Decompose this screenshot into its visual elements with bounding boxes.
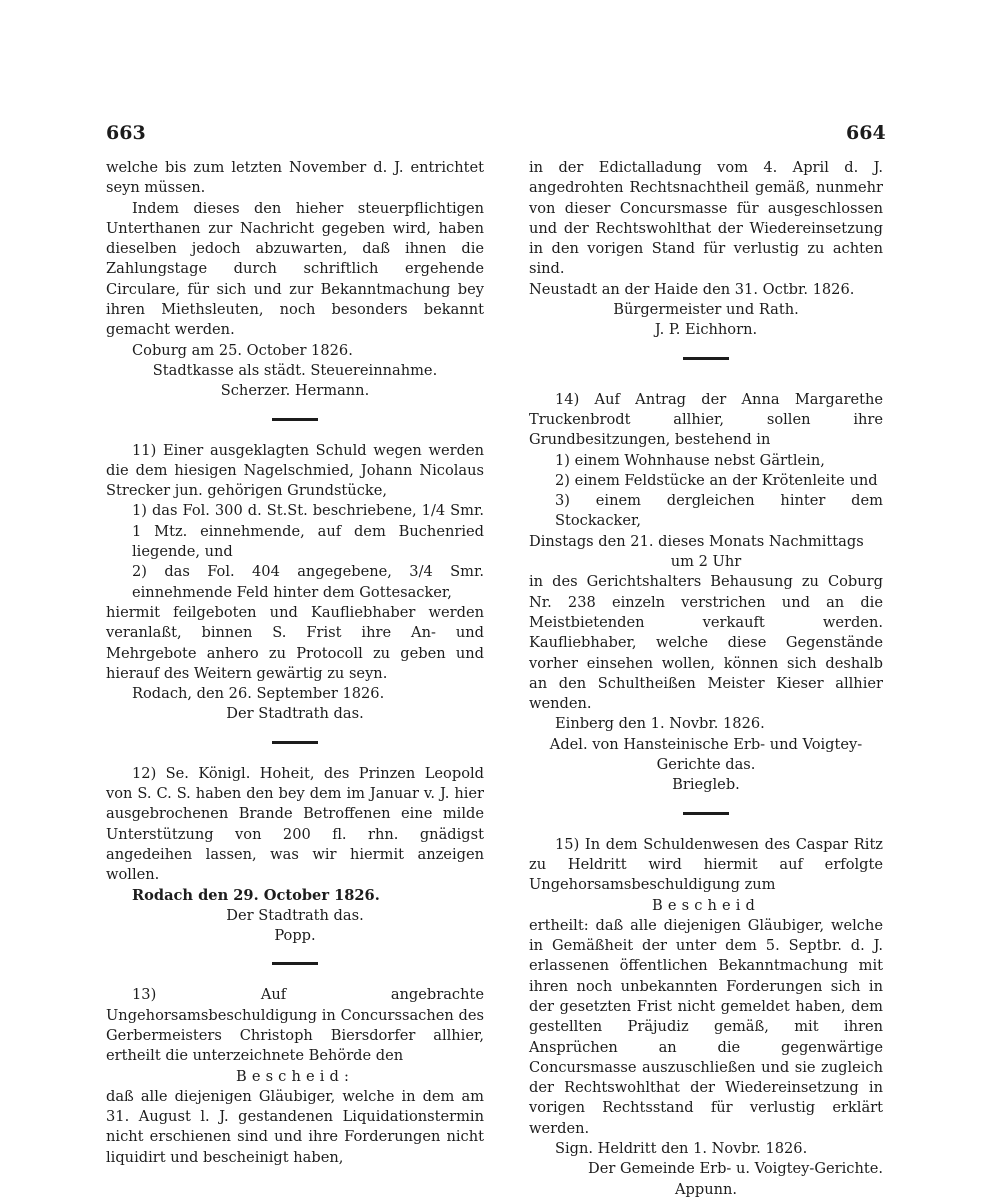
section-divider xyxy=(272,962,318,965)
notice-14-signature-name: Briegleb. xyxy=(672,776,740,794)
notice-12-signature-name: Popp. xyxy=(274,927,316,945)
notice-11-continuation: hiermit feilgeboten und Kaufliebhaber werden veranlaßt, binnen S. Frist ihre An- und Mehrgebote anhero zu Protocoll zu geben und hierauf des Weitern gewärtig zu seyn. xyxy=(106,603,484,682)
section-divider xyxy=(272,741,318,744)
notice-14-signature: Adel. von Hansteinische Erb- und Voigtey- xyxy=(549,735,863,753)
notice-15-continuation: ertheilt: daß alle diejenigen Gläubiger, welche in Gemäßheit der unter dem 5. Septbr. d. J. erlassenen öffentlichen Bekanntmachung mit ihren noch unbekannten Forderungen sich in der gesetzten Frist nicht gemeldet haben, dem gestellten Präjudiz gemäß, mit ihren Ansprüchen an die gegenwärtige Concursmasse auszuschließen und sie zugleich der Rechtswohlthat der Wiedereinsetzung in vorigen Rechtsstand für verlustig erklärt werden. xyxy=(529,916,883,1137)
notice-12-date: Rodach den 29. October 1826. xyxy=(132,886,380,904)
notice-11-text: 11) Einer ausgeklagten Schuld wegen werden die dem hiesigen Nagelschmied, Johann Nicolaus Strecker jun. gehörigen Grundstücke, xyxy=(106,441,484,500)
intro-continuation: welche bis zum letzten November d. J. entrichtet seyn müssen. xyxy=(106,159,484,197)
notice-12-text: 12) Se. Königl. Hoheit, des Prinzen Leopold von S. C. S. haben den bey dem im Januar v. J. hier ausgebrochenen Brande Betroffenen eine milde Unterstützung von 200 fl. rhn. gnädigst angedeihen lassen, was wir hiermit anzeigen wollen. xyxy=(106,764,484,884)
left-column xyxy=(106,158,484,1168)
notice-11-item-2: 2) das Fol. 404 angegebene, 3/4 Smr. einnehmende Feld hinter dem Gottesacker, xyxy=(132,563,484,601)
notice-11-date: Rodach, den 26. September 1826. xyxy=(132,685,385,703)
notice-13-text: 13) Auf angebrachte Ungehorsamsbeschuldigung in Concurssachen des Gerbermeisters Christoph Biersdorfer allhier, ertheilt die unterzeichnete Behörde den xyxy=(106,986,484,1065)
notice-15-signature: Der Gemeinde Erb- u. Voigtey-Gerichte. xyxy=(588,1160,883,1178)
page-number-right: 664 xyxy=(846,122,886,144)
intro-signature-office: Stadtkasse als städt. Steuereinnahme. xyxy=(152,361,438,379)
notice-15-date: Sign. Heldritt den 1. Novbr. 1826. xyxy=(555,1140,808,1158)
notice-13-bescheid: Bescheid: xyxy=(236,1067,354,1085)
notice-14-time: um 2 Uhr xyxy=(670,553,742,571)
notice-11-signature: Der Stadtrath das. xyxy=(226,705,364,723)
notice-14-item-2: 2) einem Feldstücke an der Krötenleite und xyxy=(555,471,878,489)
section-divider xyxy=(272,418,318,421)
notice-14-text: 14) Auf Antrag der Anna Margarethe Truckenbrodt allhier, sollen ihre Grundbesitzungen, bestehend in xyxy=(529,390,883,449)
notice-10-signature: Bürgermeister und Rath. xyxy=(613,301,799,319)
right-column xyxy=(529,158,883,1200)
notice-14-signature-court: Gerichte das. xyxy=(656,756,756,774)
section-divider xyxy=(683,812,729,815)
notice-14-date: Einberg den 1. Novbr. 1826. xyxy=(555,715,765,733)
section-divider xyxy=(683,357,729,360)
notice-10-date: Neustadt an der Haide den 31. Octbr. 1826. xyxy=(529,280,855,298)
intro-date: Coburg am 25. October 1826. xyxy=(132,341,353,359)
notice-14-continuation: in des Gerichtshalters Behausung zu Coburg Nr. 238 einzeln verstrichen und an die Meistbietenden verkauft werden. Kaufliebhaber, welche diese Gegenstände vorher einsehen wollen, können sich deshalb an den Schultheißen Meister Kieser allhier wenden. xyxy=(529,573,883,713)
notice-10-signature-name: J. P. Eichhorn. xyxy=(654,321,758,339)
notice-14-item-3: 3) einem dergleichen hinter dem Stockacker, xyxy=(555,492,883,530)
notice-11-item-1: 1) das Fol. 300 d. St.St. beschriebene, 1/4 Smr. 1 Mtz. einnehmende, auf dem Buchenried liegende, und xyxy=(132,502,484,561)
intro-signature-names: Scherzer. Hermann. xyxy=(220,382,370,400)
notice-13-continuation: daß alle diejenigen Gläubiger, welche in dem am 31. August l. J. gestandenen Liquidationstermin nicht erschienen sind und ihre Forderungen nicht liquidirt und bescheinigt haben, xyxy=(106,1087,484,1166)
notice-14-when: Dinstags den 21. dieses Monats Nachmittags xyxy=(529,532,864,550)
page-number-left: 663 xyxy=(106,122,146,144)
notice-15-signature-name: Appunn. xyxy=(674,1180,738,1198)
intro-paragraph: Indem dieses den hieher steuerpflichtigen Unterthanen zur Nachricht gegeben wird, haben dieselben jedoch abzuwarten, daß ihnen die Zahlungstage durch schriftlich ergehende Circulare, für sich und zur Bekanntmachung bey ihren Miethsleuten, noch besonders bekannt gemacht werden. xyxy=(106,199,484,339)
notice-10-continuation: in der Edictalladung vom 4. April d. J. angedrohten Rechtsnachtheil gemäß, nunmehr von dieser Concursmasse für ausgeschlossen und der Rechtswohlthat der Wiedereinsetzung in den vorigen Stand für verlustig zu achten sind. xyxy=(529,159,883,278)
notice-15-bescheid: Bescheid xyxy=(652,896,760,914)
notice-12-signature: Der Stadtrath das. xyxy=(226,906,364,924)
notice-15-text: 15) In dem Schuldenwesen des Caspar Ritz zu Heldritt wird hiermit auf erfolgte Ungehorsamsbeschuldigung zum xyxy=(529,835,883,894)
notice-14-item-1: 1) einem Wohnhause nebst Gärtlein, xyxy=(555,451,825,469)
